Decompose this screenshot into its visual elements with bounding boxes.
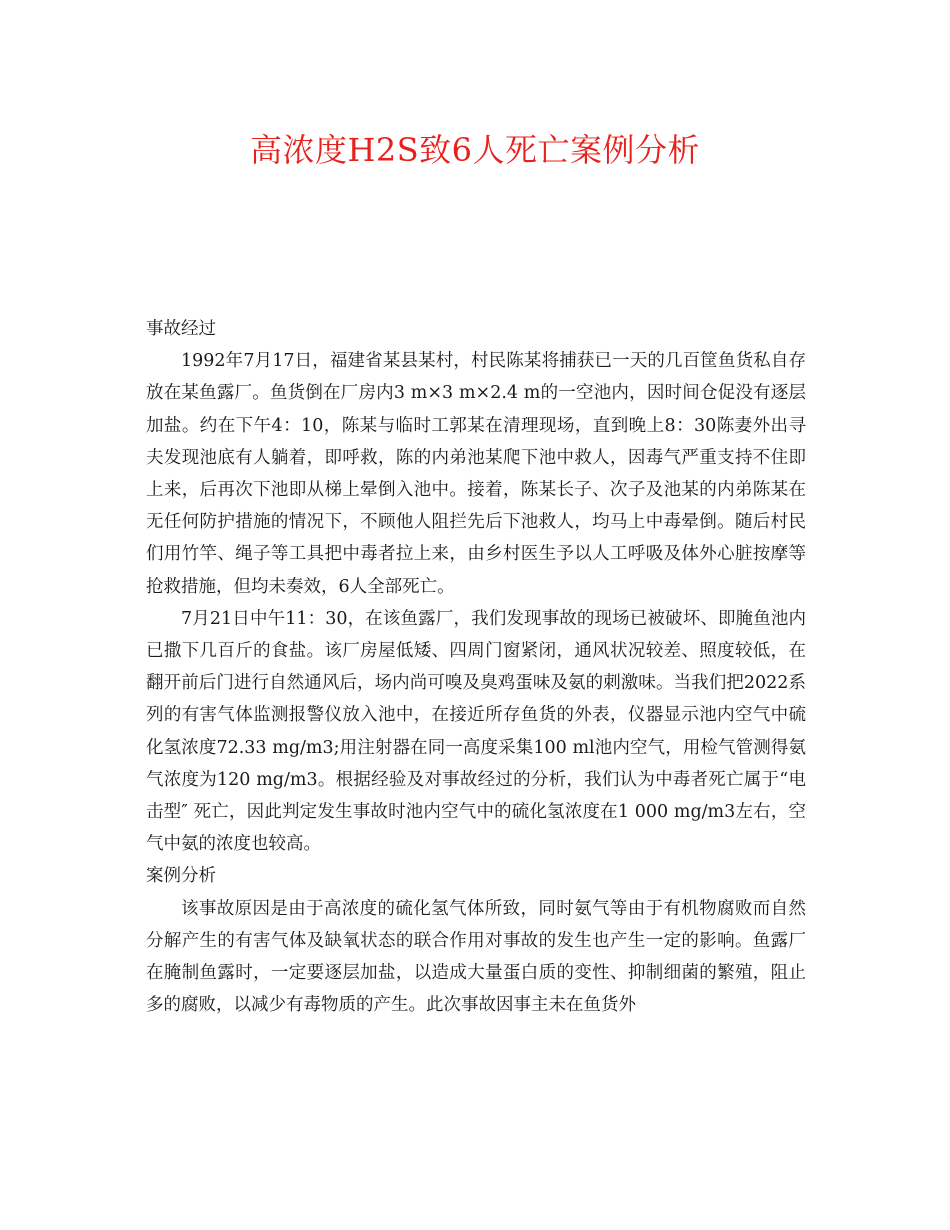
document-body: [146, 313, 806, 1021]
paragraph: 1992年7月17日，福建省某县某村，村民陈某将捕获已一天的几百筐鱼货私自存放在某鱼露厂。鱼货倒在厂房内3 m×3 m×2.4 m的一空池内，因时间仓促没有逐层加盐。约在下午4：10，陈某与临时工郭某在清理现场，直到晚上8：30陈妻外出寻夫发现池底有人躺着，即呼救，陈的内弟池某爬下池中救人，因毒气严重支持不住即上来，后再次下池即从梯上晕倒入池中。接着，陈某长子、次子及池某的内弟陈某在无任何防护措施的情况下，不顾他人阻拦先后下池救人，均马上中毒晕倒。随后村民们用竹竿、绳子等工具把中毒者拉上来，由乡村医生予以人工呼吸及体外心脏按摩等抢救措施，但均未奏效，6人全部死亡。: [146, 351, 806, 597]
section-heading: 事故经过: [146, 319, 216, 339]
section-heading: 案例分析: [146, 866, 216, 887]
paragraph: 该事故原因是由于高浓度的硫化氢气体所致，同时氨气等由于有机物腐败而自然分解产生的有害气体及缺氧状态的联合作用对事故的发生也产生一定的影响。鱼露厂在腌制鱼露时，一定要逐层加盐，以造成大量蛋白质的变性、抑制细菌的繁殖，阻止多的腐败，以减少有毒物质的产生。此次事故因事主未在鱼货外: [146, 898, 806, 1016]
section-accident-process: [146, 313, 806, 860]
document-title: 高浓度H2S致6人死亡案例分析: [249, 131, 701, 169]
paragraph: 7月21日中午11：30，在该鱼露厂，我们发现事故的现场已被破坏、即腌鱼池内已撒下几百斤的食盐。该厂房屋低矮、四周门窗紧闭，通风状况较差、照度较低，在翻开前后门进行自然通风后，场内尚可嗅及臭鸡蛋味及氨的刺激味。当我们把2022系列的有害气体监测报警仪放入池中，在接近所存鱼货的外表，仪器显示池内空气中硫化氢浓度72.33 mg/m3;用注射器在同一高度采集100 ml池内空气，用检气管测得氨气浓度为120 mg/m3。根据经验及对事故经过的分析，我们认为中毒者死亡属于“电击型″ 死亡，因此判定发生事故时池内空气中的硫化氢浓度在1 000 mg/m3左右，空气中氨的浓度也较高。: [146, 608, 806, 855]
section-case-analysis: [146, 860, 806, 1021]
